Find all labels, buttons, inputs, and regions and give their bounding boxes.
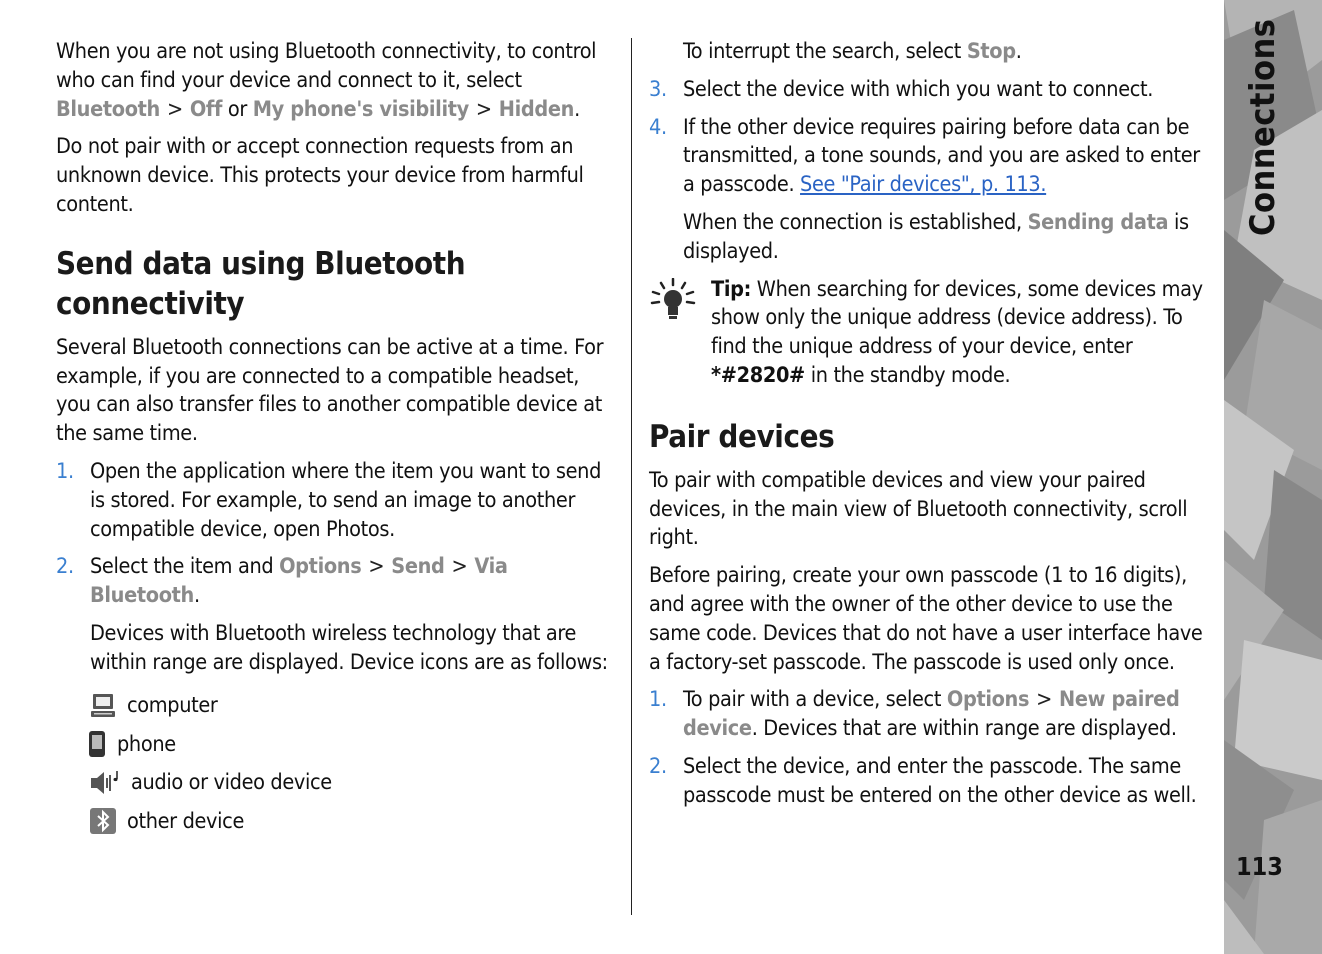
menu-new-paired-device: New paired device (683, 687, 1180, 742)
send-step-2: 2. Select the item and Options > Send > Via Bluetooth. (56, 554, 508, 609)
device-row-phone: phone (56, 725, 618, 764)
audio-video-icon (89, 769, 121, 797)
standby-code: *#2820# (711, 362, 805, 388)
device-list-intro: Devices with Bluetooth wireless technology that are within range are displayed. Device icons are as follows: (90, 620, 608, 675)
pair-step-1: 1. To pair with a device, select Options > New paired device. Devices that are within range are displayed. (649, 687, 1180, 742)
pair-devices-heading: Pair devices (649, 418, 835, 455)
chapter-title: Connections (1243, 18, 1283, 236)
menu-via-bluetooth: Via Bluetooth (90, 554, 508, 609)
menu-bluetooth: Bluetooth (56, 96, 160, 122)
step-number: 1. (649, 687, 667, 713)
device-row-other: other device (56, 802, 618, 841)
multiple-connections-paragraph: Several Bluetooth connections can be active at a time. For example, if you are connected to a compatible headset, you can also transfer files to another compatible device at the same time. (56, 334, 604, 447)
step-number: 2. (649, 753, 667, 779)
step-number: 4. (649, 114, 667, 140)
menu-stop: Stop (966, 39, 1016, 64)
connection-established-paragraph: When the connection is established, Sending data is displayed. (683, 209, 1189, 264)
send-step-1: 1. Open the application where the item you want to send is stored. For example, to send an image to another compatible device, open Photos. (56, 458, 601, 542)
column-divider (631, 38, 632, 915)
step-number: 2. (56, 554, 74, 580)
menu-off: Off (189, 96, 223, 122)
device-row-audio-video: audio or video device (56, 764, 618, 803)
menu-options: Options (279, 554, 362, 580)
page-number: 113 (1236, 852, 1283, 881)
tip-label: Tip: (711, 276, 752, 302)
tip-box: Tip: When searching for devices, some devices may show only the unique address (device address). To find the unique address of your device, enter *#2820# in the standby mode. (649, 276, 1211, 391)
right-column (649, 38, 1211, 820)
send-step-3: 3. Select the device with which you want to connect. (649, 76, 1211, 105)
visibility-paragraph: When you are not using Bluetooth connectivity, to control who can find your device and connect to it, select Bluetooth > Off or My phone's visibility > Hidden. (56, 39, 597, 122)
device-icon-list (56, 687, 618, 841)
menu-hidden: Hidden (498, 96, 575, 122)
menu-visibility: My phone's visibility (252, 96, 469, 122)
computer-icon (89, 692, 117, 720)
step-number: 3. (649, 76, 667, 102)
passcode-paragraph: Before pairing, create your own passcode (1 to 16 digits), and agree with the owner of the other device to use the same code. Devices that do not have a user interface have a factory-set passcode. The passcode is used only once. (649, 563, 1203, 675)
menu-send: Send (391, 554, 445, 580)
interrupt-search-paragraph: To interrupt the search, select Stop. (683, 39, 1022, 64)
send-data-heading: Send data using Bluetooth connectivity (56, 245, 466, 322)
lightbulb-icon (649, 278, 697, 322)
phone-icon (87, 730, 107, 758)
left-column (56, 38, 618, 841)
step-number: 1. (56, 458, 74, 484)
menu-options: Options (946, 687, 1030, 713)
security-paragraph: Do not pair with or accept connection requests from an unknown device. This protects your device from harmful content. (56, 134, 584, 217)
device-row-computer: computer (56, 687, 618, 726)
status-sending-data: Sending data (1027, 209, 1169, 235)
pair-devices-link[interactable]: See "Pair devices", p. 113. (800, 172, 1047, 198)
send-step-4: 4. If the other device requires pairing before data can be transmitted, a tone sounds, and you are asked to enter a passcode. See "Pair devices", p. 113. (649, 114, 1200, 198)
bluetooth-icon (89, 807, 117, 835)
pair-step-2: 2. Select the device, and enter the passcode. The same passcode must be entered on the other device as well. (649, 753, 1197, 808)
pair-intro-paragraph: To pair with compatible devices and view your paired devices, in the main view of Bluetooth connectivity, scroll right. (649, 467, 1188, 551)
